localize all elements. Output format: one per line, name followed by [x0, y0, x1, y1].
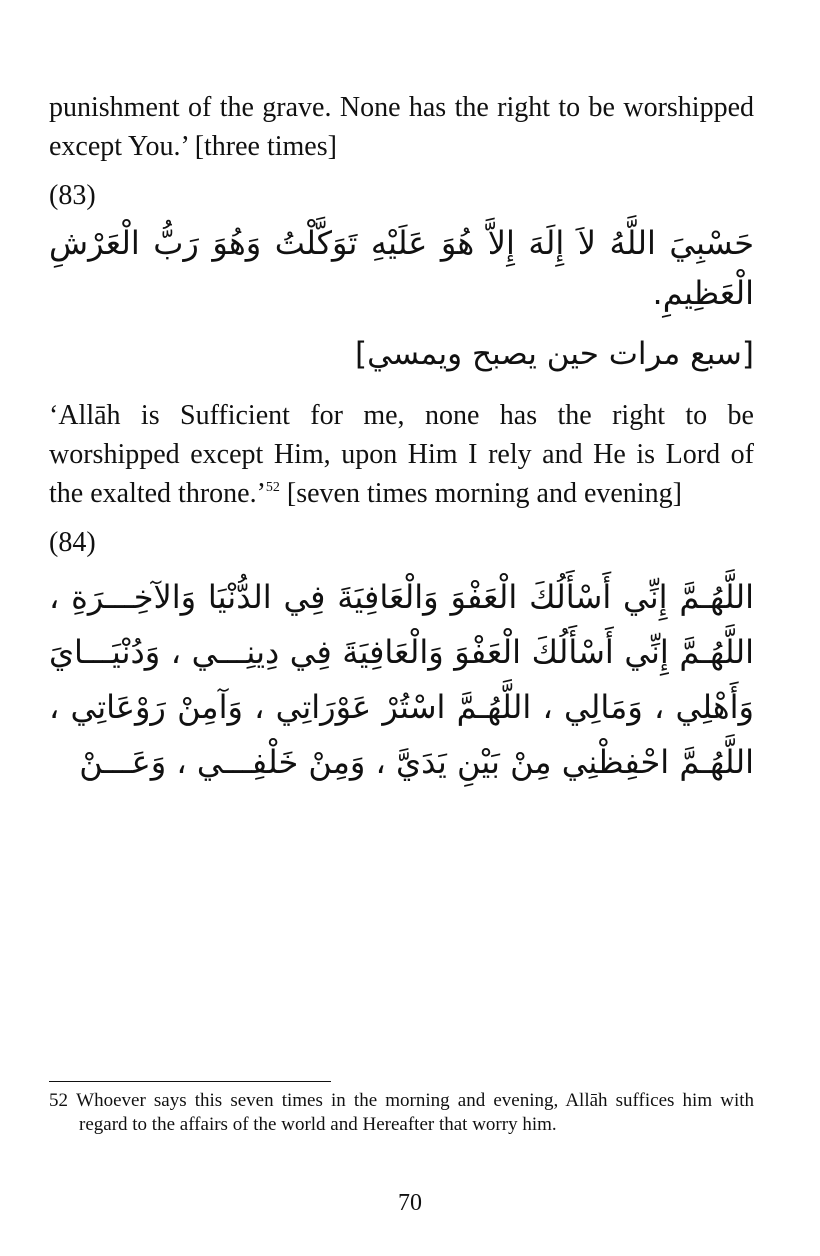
footnote-text: Whoever says this seven times in the morning and evening, Allāh suffices him with regard to the affairs of the world and Hereafter that worry him. [76, 1090, 755, 1135]
footnote-body [49, 1089, 754, 1137]
footnote-divider [49, 1081, 331, 1082]
continuation-text: punishment of the grave. None has the right to be worshipped except You.’ [three times] [49, 92, 754, 162]
entry-84-arabic: اللَّهُـمَّ إِنِّي أَسْأَلُكَ الْعَفْوَ وَالْعَافِيَةَ فِي الدُّنْيَا وَالآخِـــرَةِ ، اللَّهُـمَّ إِنِّي أَسْأَلُكَ الْعَفْوَ وَالْعَافِيَةَ فِي دِينِـــي ، وَدُنْيَـــايَ وَأَهْلِي ، وَمَالِي ، اللَّهُـمَّ اسْتُرْ عَوْرَاتِي ، وَآمِنْ رَوْعَاتِي ، اللَّهُـمَّ احْفِظْنِي مِنْ بَيْنِ يَدَيَّ ، وَمِنْ خَلْفِـــي ، وَعَـــنْ [49, 577, 754, 781]
entry-83-translation-main: ‘Allāh is Sufficient for me, none has the right to be worshipped except Him, upon Him I rely and He is Lord of the exalted throne.’ [49, 399, 754, 509]
entry-83-translation [49, 396, 754, 513]
entry-83-number: (83) [49, 180, 96, 211]
entry-83-translation-tail: [seven times morning and evening] [279, 477, 682, 509]
entry-83-arabic-note: [سبع مرات حين يصبح ويمسي] [355, 336, 754, 373]
page-number: 70 [398, 1190, 422, 1216]
entry-83-arabic: حَسْبِيَ اللَّهُ لاَ إِلَهَ إِلاَّ هُوَ عَلَيْهِ تَوَكَّلْتُ وَهُوَ رَبُّ الْعَرْشِ الْعَظِيمِ. [49, 224, 754, 312]
footnote-reference[interactable]: 52 [265, 479, 280, 495]
footnote-number: 52 [49, 1090, 68, 1111]
entry-84-number: (84) [49, 526, 96, 558]
footnote [49, 1089, 754, 1137]
page-body [49, 88, 754, 790]
